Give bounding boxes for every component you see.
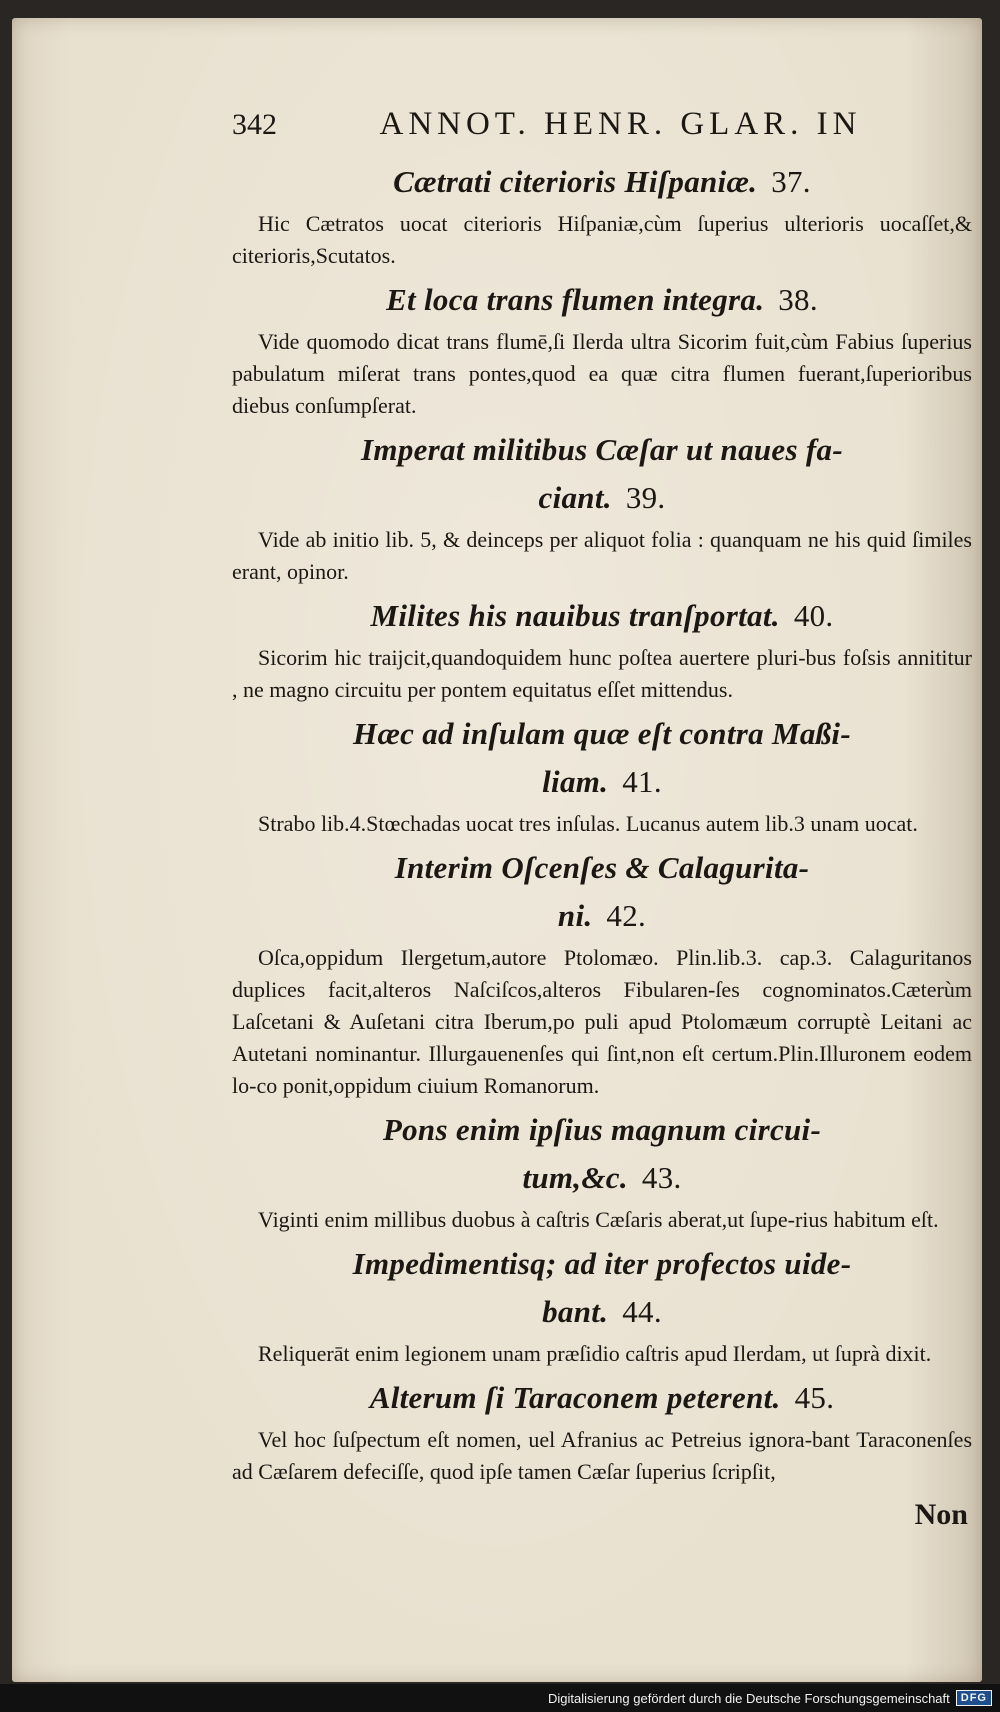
catchword: Non xyxy=(914,1498,968,1531)
annotation-number: 43. xyxy=(641,1160,682,1195)
comment: Hic Cætratos uocat citerioris Hiſpaniæ,cùm ſuperius ulterioris uocaſſet,& citerioris,Scutatos. xyxy=(232,211,972,268)
lemma: Milites his nauibus tranſportat. 40. xyxy=(370,598,834,633)
comment: Sicorim hic traijcit,quandoquidem hunc poſtea auertere pluri-bus foſsis annititur , ne magno circuitu per pontem equitatus eſſet mittendus. xyxy=(232,645,972,702)
comment: Vel hoc ſuſpectum eſt nomen, uel Afranius ac Petreius ignora-bant Taraconenſes ad Cæſarem defeciſſe, quod ipſe tamen Cæſar ſuperius ſcripſit, xyxy=(232,1427,972,1484)
annotation-number: 44. xyxy=(622,1294,662,1329)
annotation-number: 38. xyxy=(778,282,818,317)
running-title: ANNOT. HENR. GLAR. IN xyxy=(379,106,862,142)
book-page xyxy=(12,18,982,1682)
annotation-43 xyxy=(232,1108,972,1236)
page-number: 342 xyxy=(232,108,277,141)
lemma-continued: ciant. 39. xyxy=(538,480,666,515)
comment: Reliquerāt enim legionem unam præſidio caſtris apud Ilerdam, ut ſuprà dixit. xyxy=(258,1341,932,1366)
comment: Vide quomodo dicat trans flumē,ſi Ilerda ultra Sicorim fuit,cùm Fabius ſuperius pabulatum miſerat trans pontes,quod ea quæ citra flumen fuerant,ſuperioribus diebus conſumpſerat. xyxy=(232,329,972,418)
lemma: Hæc ad inſulam quæ eſt contra Maßi- xyxy=(353,716,851,751)
annotation-41 xyxy=(232,712,972,840)
annotation-45 xyxy=(232,1376,972,1488)
dfg-logo: DFG xyxy=(956,1690,992,1706)
annotation-42 xyxy=(232,846,972,1102)
lemma-continued: bant. 44. xyxy=(542,1294,662,1329)
comment: Vide ab initio lib. 5, & deinceps per aliquot folia : quanquam ne his quid ſimiles erant, opinor. xyxy=(232,527,972,584)
annotation-number: 37. xyxy=(771,164,811,199)
lemma: Cætrati citerioris Hiſpaniæ. 37. xyxy=(393,164,811,199)
lemma: Interim Oſcenſes & Calagurita- xyxy=(394,850,810,885)
annotation-38 xyxy=(232,278,972,422)
running-head xyxy=(232,106,972,148)
lemma: Et loca trans flumen integra. 38. xyxy=(386,282,818,317)
annotation-number: 45. xyxy=(794,1380,835,1415)
lemma: Alterum ſi Taraconem peterent. 45. xyxy=(369,1380,835,1415)
comment: Oſca,oppidum Ilergetum,autore Ptolomæo. Plin.lib.3. cap.3. Calaguritanos duplices facit,alteros Naſciſcos,alteros Fibularen-ſes cognominatos.Cæterùm Laſcetani & Auſetani citra Iberum,po puli apud Ptolomæum corruptè Leitani ac Autetani nominantur. Illurgauenenſes qui ſint,non eſt certum.Plin.Illuronem eodem lo-co ponit,oppidum ciuium Romanorum. xyxy=(232,945,972,1098)
lemma-continued: tum,&c. 43. xyxy=(522,1160,682,1195)
comment: Viginti enim millibus duobus à caſtris Cæſaris aberat,ut ſupe-rius habitum eſt. xyxy=(258,1207,939,1232)
annotation-number: 39. xyxy=(625,480,666,515)
digitization-credit-bar xyxy=(0,1684,1000,1712)
annotation-37 xyxy=(232,160,972,272)
annotation-40 xyxy=(232,594,972,706)
annotation-number: 42. xyxy=(606,898,647,933)
lemma: Pons enim ipſius magnum circui- xyxy=(382,1112,822,1147)
digitization-credit: Digitalisierung gefördert durch die Deutsche Forschungsgemeinschaft xyxy=(547,1690,950,1706)
annotation-44 xyxy=(232,1242,972,1370)
lemma-continued: ni. 42. xyxy=(557,898,647,933)
annotation-number: 40. xyxy=(793,598,834,633)
lemma-continued: liam. 41. xyxy=(542,764,662,799)
lemma: Impedimentisq; ad iter profectos uide- xyxy=(352,1246,852,1281)
annotation-number: 41. xyxy=(622,764,662,799)
page-content xyxy=(232,106,972,1532)
lemma: Imperat militibus Cæſar ut naues fa- xyxy=(361,432,843,467)
annotation-39 xyxy=(232,428,972,588)
comment: Strabo lib.4.Stœchadas uocat tres inſulas. Lucanus autem lib.3 unam uocat. xyxy=(258,811,918,836)
